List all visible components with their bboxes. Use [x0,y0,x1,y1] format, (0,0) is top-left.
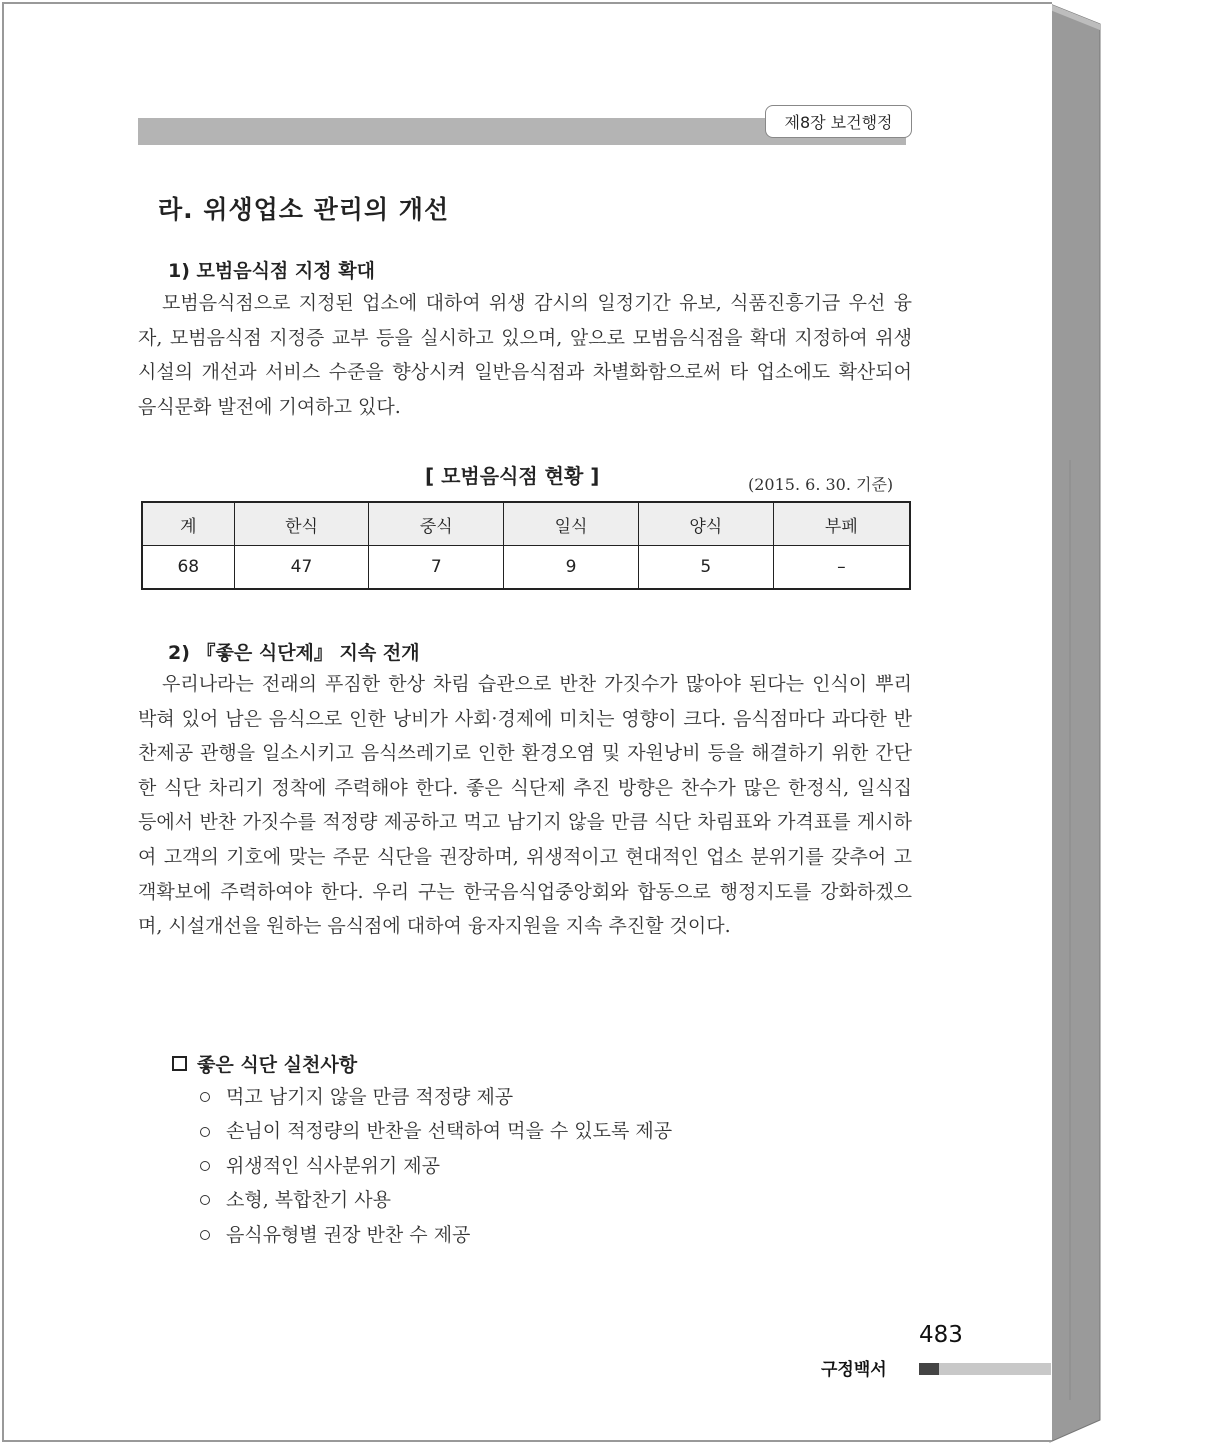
footer-bar-dark [919,1363,939,1375]
circle-bullet-icon [200,1161,210,1171]
subsection-2-text: 우리나라는 전래의 푸짐한 한상 차림 습관으로 반찬 가짓수가 많아야 된다는 인식이 뿌리 박혀 있어 남은 음식으로 인한 낭비가 사회·경제에 미치는 영향이 크다. 음식점마다 과다한 반찬제공 관행을 일소시키고 음식쓰레기로 인한 환경오염 및 자원낭비 등을 해결하기 위한 간단한 식단 차리기 정착에 주력해야 한다. 좋은 식단제 추진 방향은 찬수가 많은 한정식, 일식집 등에서 반찬 가짓수를 적정량 제공하고 먹고 남기지 않을 만큼 식단 차림표와 가격표를 게시하여 고객의 기호에 맞는 주문 식단을 권장하며, 위생적이고 현대적인 업소 분위기를 갖추어 고객확보에 주력하여야 한다. 우리 구는 한국음식업중앙회와 합동으로 행정지도를 강화하겠으며, 시설개선을 원하는 음식점에 대하여 융자지원을 지속 추진할 것이다. [138,673,912,938]
list-item-text: 음식유형별 권장 반찬 수 제공 [226,1223,471,1246]
page-number: 483 [919,1322,963,1348]
list-item [200,1183,672,1217]
chapter-tab: 제8장 보건행정 [765,105,912,138]
table-header-cell: 양식 [638,502,773,546]
subsection-1-text: 모범음식점으로 지정된 업소에 대하여 위생 감시의 일정기간 유보, 식품진흥기금 우선 융자, 모범음식점 지정증 교부 등을 실시하고 있으며, 앞으로 모범음식점을 확대 지정하여 위생시설의 개선과 서비스 수준을 향상시켜 일반음식점과 차별화함으로써 타 업소에도 확산되어 음식문화 발전에 기여하고 있다. [138,292,912,418]
practice-title [172,1050,357,1077]
subsection-2-paragraph [138,667,912,944]
table-cell: 5 [638,546,773,590]
list-item [200,1218,672,1252]
table-cell: 68 [142,546,234,590]
practice-title-text: 좋은 식단 실천사항 [197,1054,358,1076]
section-title: 라. 위생업소 관리의 개선 [158,195,450,224]
subsection-1-paragraph [138,286,912,424]
table-header-row [142,502,910,546]
restaurant-status-table [141,501,911,590]
book-name: 구정백서 [821,1360,887,1380]
circle-bullet-icon [200,1092,210,1102]
practice-list [200,1080,672,1252]
table-header-cell: 일식 [504,502,639,546]
checkbox-icon [172,1056,187,1071]
table-cell: 7 [369,546,504,590]
footer-bar-light [939,1363,1051,1375]
circle-bullet-icon [200,1195,210,1205]
table-header-cell: 부페 [773,502,910,546]
table-cell: 47 [234,546,369,590]
list-item [200,1080,672,1114]
table-header-cell: 계 [142,502,234,546]
table-caption: [ 모범음식점 현황 ] [425,464,600,488]
list-item [200,1114,672,1148]
table-cell: – [773,546,910,590]
table-note: (2015. 6. 30. 기준) [748,475,894,494]
list-item-text: 손님이 적정량의 반찬을 선택하여 먹을 수 있도록 제공 [226,1120,673,1143]
table-header-cell: 중식 [369,502,504,546]
list-item-text: 소형, 복합찬기 사용 [226,1189,391,1212]
table-row [142,546,910,590]
list-item-text: 먹고 남기지 않을 만큼 적정량 제공 [226,1086,514,1108]
table-header-cell: 한식 [234,502,369,546]
circle-bullet-icon [200,1127,210,1137]
subsection-1-title: 1) 모범음식점 지정 확대 [168,260,375,282]
circle-bullet-icon [200,1230,210,1240]
list-item [200,1149,672,1183]
list-item-text: 위생적인 식사분위기 제공 [226,1154,440,1177]
subsection-2-title: 2) 『좋은 식단제』 지속 전개 [168,642,420,664]
table-cell: 9 [504,546,639,590]
